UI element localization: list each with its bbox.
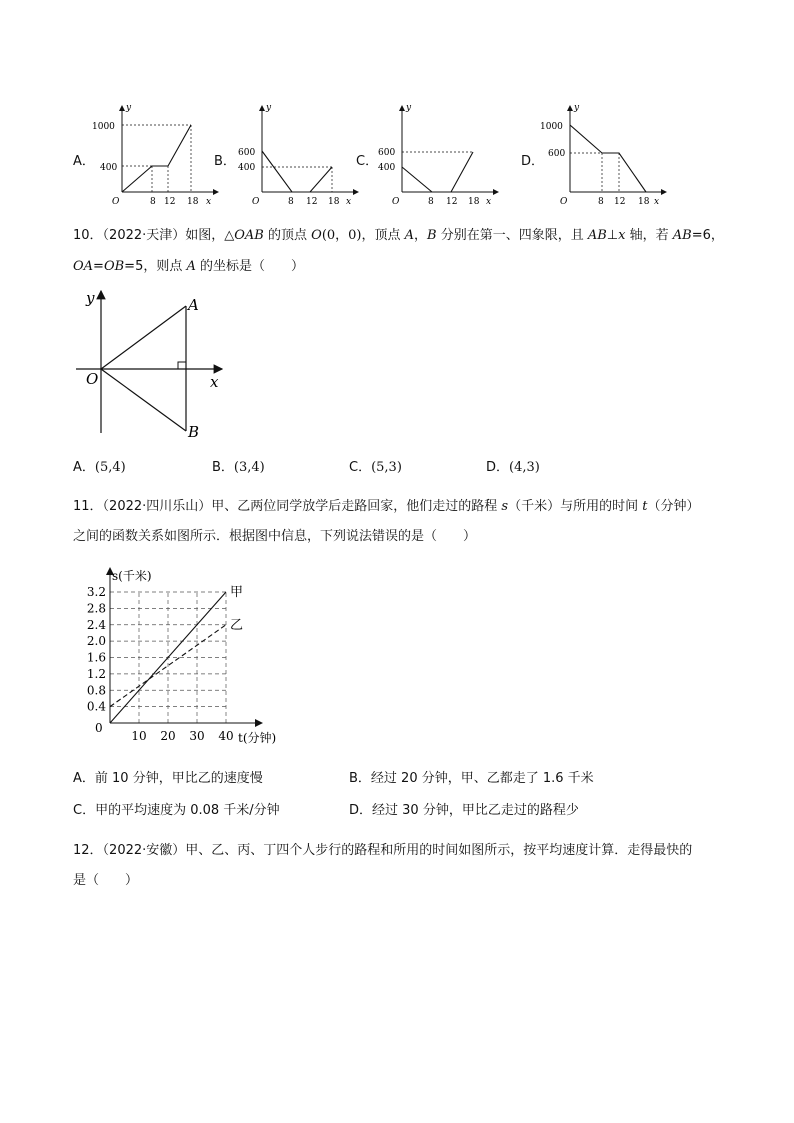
q11-ytick-label: 2.8 [86, 601, 106, 616]
q9-option-d-graph [538, 100, 678, 210]
q11-text: 11．（2022·四川乐山）甲、乙两位同学放学后走路回家，他们走过的路程 [73, 499, 502, 514]
q10-oab: OAB [234, 228, 264, 243]
option-text: 前 10 分钟，甲比乙的速度慢 [94, 771, 263, 786]
q11-xtick-label: 30 [189, 729, 205, 743]
q10-option-c[interactable] [349, 456, 402, 475]
q10-option-d[interactable] [486, 456, 540, 475]
q9d-origin: O [560, 197, 568, 207]
option-value: (5,3) [371, 460, 402, 475]
q9b-ytick-600: 600 [238, 148, 256, 158]
q11-series-label: 甲 [230, 585, 244, 600]
q10-text: = [93, 259, 104, 274]
q9c-origin: O [392, 197, 400, 207]
q10-fig-b: B [188, 423, 200, 441]
q10-fig-a: A [188, 296, 199, 314]
q9c-x-label: x [486, 197, 492, 207]
q9a-ytick-400: 400 [100, 163, 118, 173]
q9a-x-label: x [206, 197, 212, 207]
q9a-y-label: y [126, 103, 132, 113]
q9d-x-label: x [654, 197, 660, 207]
q9a-xtick-8: 8 [150, 197, 156, 207]
q9c-xtick-8: 8 [428, 197, 434, 207]
q10-ob: OB [103, 259, 125, 274]
q11-chart [80, 560, 290, 750]
q10-x: x [618, 228, 626, 243]
q11-ytick-label: 1.2 [86, 666, 106, 681]
q11-text: （千米）与所用的时间 [508, 499, 643, 514]
q9b-xtick-12: 12 [306, 197, 318, 207]
q11-ytick-label: 0.4 [86, 699, 106, 714]
q11-ylabel: s(千米) [112, 569, 152, 583]
option-value: (3,4) [233, 460, 265, 475]
q10-stem-line1 [73, 227, 724, 245]
q11-option-c[interactable] [73, 799, 280, 818]
q10-figure [70, 285, 240, 445]
q9a-ytick-1000: 1000 [92, 122, 115, 132]
q10-fig-x: x [210, 373, 219, 391]
q10-option-b[interactable] [212, 456, 265, 475]
option-letter: D． [349, 803, 373, 818]
q9b-xtick-18: 18 [328, 197, 340, 207]
q11-origin: 0 [95, 721, 103, 735]
q11-stem-line2: 之间的函数关系如图所示．根据图中信息，下列说法错误的是（ ） [73, 529, 477, 544]
q11-option-a[interactable] [73, 767, 263, 786]
option-letter: C． [349, 460, 372, 475]
q9-option-a-graph [90, 100, 230, 210]
q11-option-d[interactable] [349, 799, 579, 818]
q11-xlabel: t(分钟) [238, 731, 277, 745]
q9b-x-label: x [346, 197, 352, 207]
q9c-ytick-400: 400 [378, 163, 396, 173]
q10-text: (0，0)，顶点 [321, 228, 405, 243]
q10-text: 的坐标是（ ） [195, 259, 304, 274]
q10-text: =6， [691, 228, 724, 243]
q9-option-c-letter: C． [356, 154, 379, 169]
q12-stem-line2: 是（ ） [73, 873, 139, 888]
q11-t: t [642, 499, 648, 514]
option-value: (5,4) [94, 460, 126, 475]
option-letter: A． [73, 771, 95, 786]
q10-text: =5，则点 [124, 259, 187, 274]
q10-o: O [311, 228, 322, 243]
q10-b: B [427, 228, 437, 243]
q11-xtick-label: 10 [131, 729, 147, 743]
q9b-y-label: y [266, 103, 272, 113]
q11-stem-line1 [73, 498, 699, 516]
q11-ytick-label: 2.4 [86, 617, 106, 632]
q10-stem-line2 [73, 258, 304, 276]
q9-option-b-graph [232, 100, 372, 210]
q9-option-c-graph [372, 100, 512, 210]
q9a-xtick-12: 12 [164, 197, 176, 207]
q11-ytick-label: 3.2 [86, 585, 106, 599]
q10-text: ， [414, 228, 428, 243]
option-letter: A． [73, 460, 95, 475]
option-letter: C． [73, 803, 96, 818]
q10-option-a[interactable] [73, 456, 126, 475]
q9a-xtick-18: 18 [187, 197, 199, 207]
option-value: (4,3) [509, 460, 540, 475]
option-letter: B． [212, 460, 234, 475]
q10-text: 轴，若 [625, 228, 673, 243]
q9c-y-label: y [406, 103, 412, 113]
q11-s: s [501, 499, 509, 514]
q10-ab: AB [587, 228, 607, 243]
q11-ytick-label: 2.0 [86, 634, 106, 649]
option-text: 经过 20 分钟，甲、乙都走了 1.6 千米 [370, 771, 594, 786]
option-text: 经过 30 分钟，甲比乙走过的路程少 [372, 803, 579, 818]
q11-ytick-label: 1.6 [86, 650, 106, 665]
q9b-origin: O [252, 197, 260, 207]
q10-text: 10．（2022·天津）如图，△ [73, 228, 235, 243]
q9-option-a-letter: A． [73, 154, 95, 169]
q9d-xtick-8: 8 [598, 197, 604, 207]
option-text: 甲的平均速度为 0.08 千米/分钟 [95, 803, 280, 818]
q10-text: 分别在第一、四象限，且 [436, 228, 588, 243]
q11-xtick-label: 40 [218, 729, 234, 743]
q12-stem-line1: 12．（2022·安徽）甲、乙、丙、丁四个人步行的路程和所用的时间如图所示，按平均速度计算．走得最快的 [73, 843, 693, 858]
q9c-ytick-600: 600 [378, 148, 396, 158]
q9b-ytick-400: 400 [238, 163, 256, 173]
q9-option-b-letter: B． [214, 154, 236, 169]
q10-ab: AB [672, 228, 692, 243]
q9d-ytick-1000: 1000 [540, 122, 563, 132]
q10-fig-o: O [86, 370, 99, 388]
q11-option-b[interactable] [349, 767, 594, 786]
q9d-xtick-12: 12 [614, 197, 626, 207]
q10-a: A [186, 259, 196, 274]
q11-xtick-label: 20 [160, 729, 176, 743]
q9d-y-label: y [574, 103, 580, 113]
q10-oa: OA [73, 259, 94, 274]
q10-fig-y: y [86, 289, 95, 307]
q11-series-label: 乙 [230, 617, 244, 633]
q10-a: A [404, 228, 415, 243]
q9d-ytick-600: 600 [548, 149, 566, 159]
q9-option-d-letter: D． [521, 154, 545, 169]
q11-ytick-label: 0.8 [86, 683, 106, 698]
q9c-xtick-12: 12 [446, 197, 458, 207]
q9c-xtick-18: 18 [468, 197, 480, 207]
q9a-origin: O [112, 197, 120, 207]
option-letter: D． [486, 460, 510, 475]
option-letter: B． [349, 771, 371, 786]
q9d-xtick-18: 18 [638, 197, 650, 207]
q11-text: （分钟） [647, 499, 700, 514]
q10-text: 的顶点 [263, 228, 312, 243]
q10-perp: ⊥ [606, 228, 619, 243]
q9b-xtick-8: 8 [288, 197, 294, 207]
